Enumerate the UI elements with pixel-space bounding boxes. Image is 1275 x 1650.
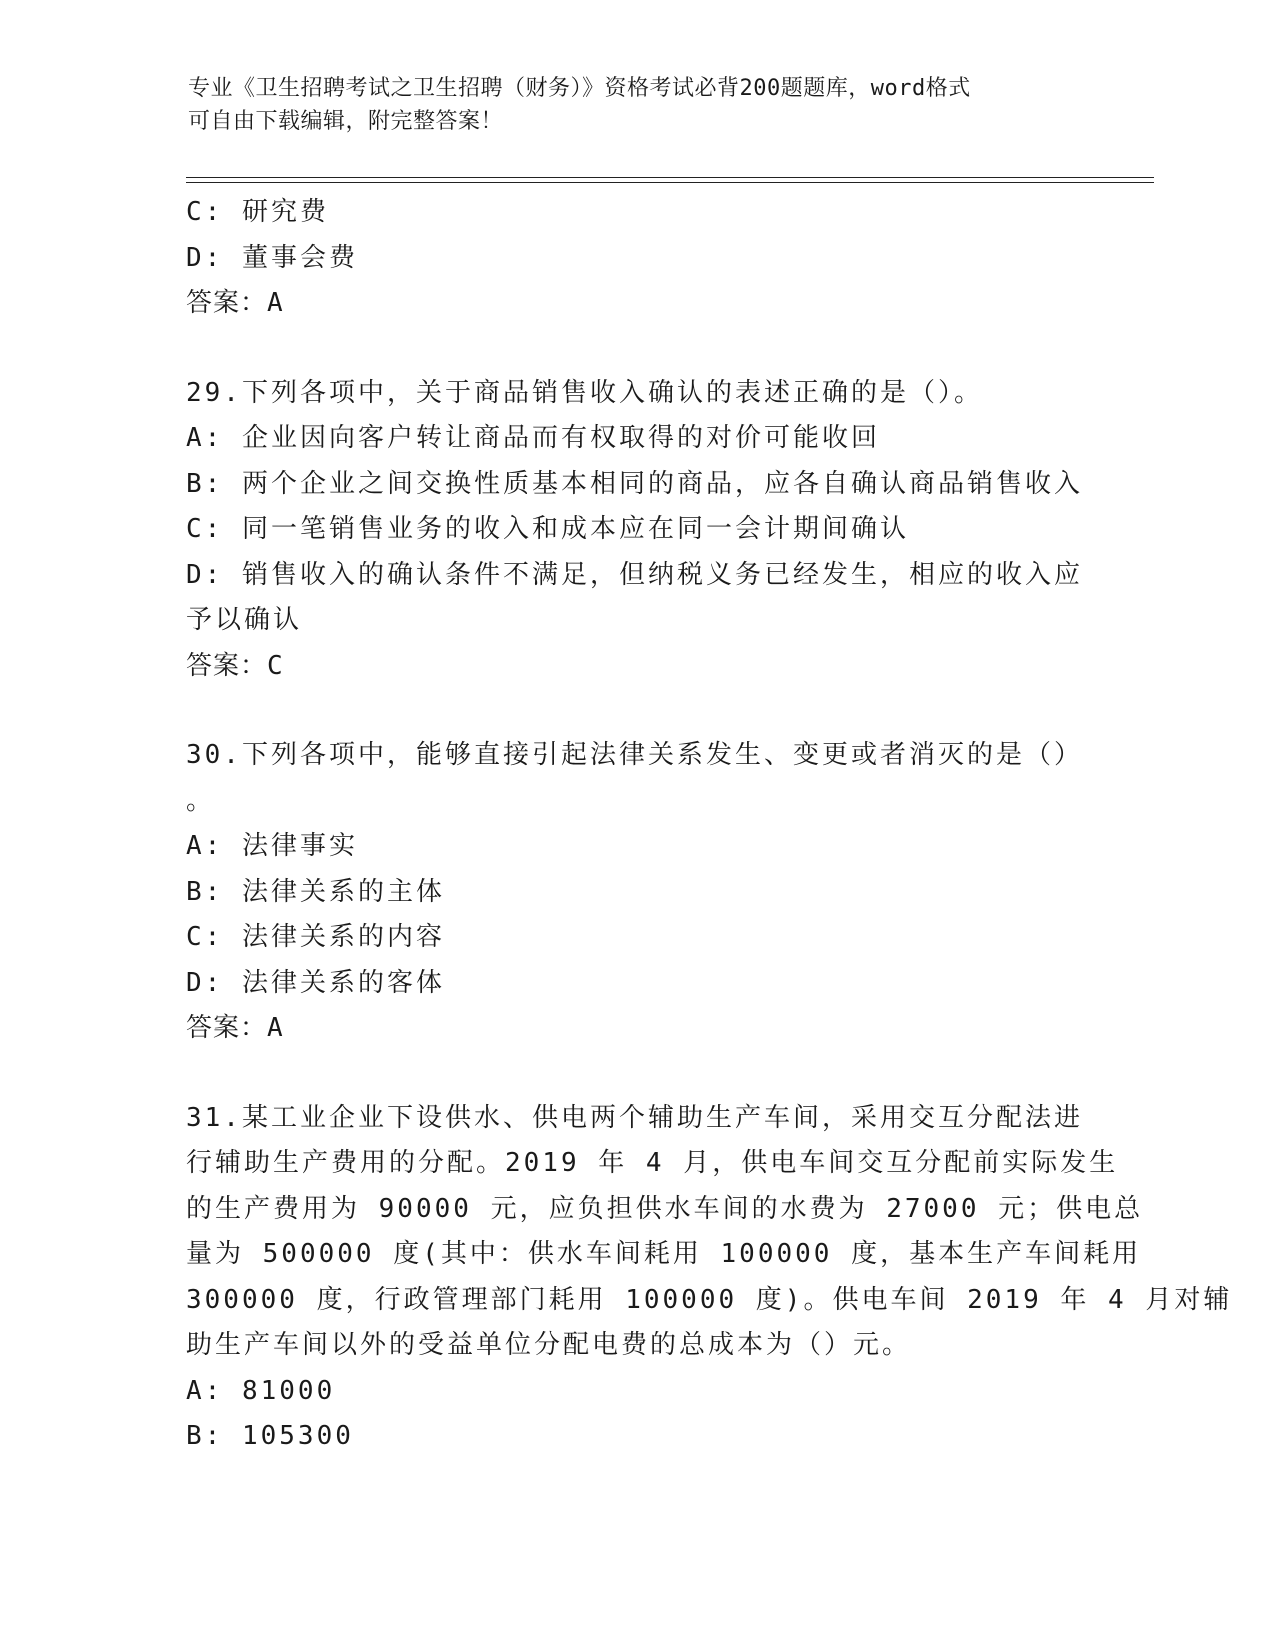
option-d: D: 销售收入的确认条件不满足，但纳税义务已经发生，相应的收入应 xyxy=(186,559,1083,590)
header-divider-top xyxy=(186,177,1154,178)
option-a: A: 企业因向客户转让商品而有权取得的对价可能收回 xyxy=(186,423,880,453)
document-header xyxy=(188,72,1088,138)
option-b: B: 法律关系的主体 xyxy=(186,876,445,907)
question-stem-continued: 助生产车间以外的受益单位分配电费的总成本为（）元。 xyxy=(186,1330,912,1360)
option-d: D: 法律关系的客体 xyxy=(186,967,445,998)
question-31 xyxy=(186,1096,1233,1460)
option-c: C: 研究费 xyxy=(186,197,329,227)
question-stem-continued: 行辅助生产费用的分配。2019 年 4 月，供电车间交互分配前实际发生 xyxy=(186,1148,1119,1178)
answer: 答案：A xyxy=(186,1013,284,1043)
question-30 xyxy=(186,733,1086,1052)
question-28 xyxy=(186,190,1086,327)
question-content xyxy=(186,190,1233,1460)
question-stem: 29.下列各项中，关于商品销售收入确认的表述正确的是（）。 xyxy=(186,377,983,408)
question-stem-continued: 的生产费用为 90000 元，应负担供水车间的水费为 27000 元；供电总 xyxy=(186,1193,1144,1224)
answer: 答案：A xyxy=(186,288,284,318)
spacer xyxy=(186,689,1086,733)
answer: 答案：C xyxy=(186,650,284,681)
header-line-1: 专业《卫生招聘考试之卫生招聘（财务）》资格考试必背200题题库，word格式 xyxy=(188,76,971,101)
option-b: B: 两个企业之间交换性质基本相同的商品，应各自确认商品销售收入 xyxy=(186,468,1083,499)
option-c: C: 同一笔销售业务的收入和成本应在同一会计期间确认 xyxy=(186,514,909,544)
option-c: C: 法律关系的内容 xyxy=(186,922,445,952)
spacer xyxy=(186,1052,1086,1096)
option-a: A: 法律事实 xyxy=(186,831,358,861)
spacer xyxy=(186,327,1086,371)
header-line-2: 可自由下载编辑，附完整答案！ xyxy=(188,109,504,134)
question-stem-continued: 量为 500000 度(其中：供水车间耗用 100000 度，基本生产车间耗用 xyxy=(186,1239,1142,1269)
header-divider-bottom xyxy=(186,182,1154,183)
question-29 xyxy=(186,371,1086,690)
question-stem: 30.下列各项中，能够直接引起法律关系发生、变更或者消灭的是（） xyxy=(186,740,1083,770)
question-stem-continued: 300000 度，行政管理部门耗用 100000 度)。供电车间 2019 年 4 月对辅 xyxy=(186,1284,1233,1315)
option-b: B: 105300 xyxy=(186,1421,354,1451)
option-d: D: 董事会费 xyxy=(186,242,358,273)
question-stem-continued: 。 xyxy=(186,785,216,816)
question-stem: 31.某工业企业下设供水、供电两个辅助生产车间，采用交互分配法进 xyxy=(186,1102,1083,1133)
option-d-continued: 予以确认 xyxy=(186,605,303,635)
option-a: A: 81000 xyxy=(186,1375,336,1406)
